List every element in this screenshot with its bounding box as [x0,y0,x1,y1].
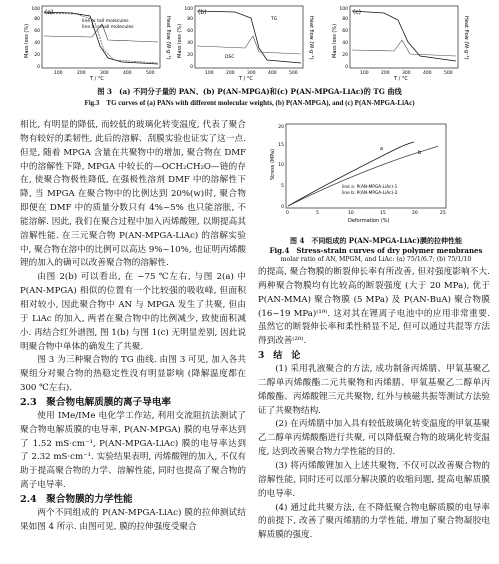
svg-text:200: 200 [226,71,235,76]
fig3-panel-a [24,6,171,82]
fig3a-ylabel: Mass loss (%) [24,23,30,58]
svg-text:500: 500 [444,71,453,76]
svg-text:10: 10 [348,211,354,216]
svg-text:0: 0 [37,65,40,70]
svg-text:20: 20 [187,53,193,58]
figure-3-panels [10,2,490,86]
left-paragraph-2: 由图 2(b) 可以看出, 在 −75 ℃左右, 与图 2(a) 中 P(AN-MPGA) 相似的位置有一个比较强的吸收峰, 但面积相对较小, 因此聚合物中 AN 与 MPGA 发生了共聚, 但由于 LiAc 的加入, 两者在聚合物中的比例减少, 致使面积减小. 再结合红外谱图, 图 1(b) 与图 1(c) 无明显差别, 因此说明聚合物中单体的确发生了共聚. [20,272,246,352]
svg-text:60: 60 [187,29,193,34]
left-paragraph-4: 使用 IMe/IMe 电化学工作站, 利用交流阻抗法测试了聚合物电解质膜的电导率, P(AN-MPGA) 膜的电导率达到了 1.52 mS·cm⁻¹, P(AN-MPGA-LiAc) 膜的电导率达到了 2.32 mS·cm⁻¹. 实验结果表明, 丙烯酸锂的加入, 不仅有助于提高聚合物的力学、溶解性能, 同时也提高了聚合物的离子电导率. [20,410,246,491]
fig3a-xticks [54,70,155,76]
fig4-xticks [286,210,446,216]
left-paragraph-1: 相比, 有明显的降低, 而较低的玻璃化转变温度, 代表了聚合物有较好的柔韧性, 此后的溶解、刮膜实验也证实了这一点. 但是, 随着 MPGA 含量在共聚物中的增加, 聚合物在 DMF 中的溶解性下降, MPGA 中较长的—OCH₂CH₂O—链的存在, 使聚合物极性降低, 在强极性溶剂 DMF 中的溶解性下降, 当 MPGA 在聚合物中的比例达到 20%(w)时, 聚合物即便在 DMF 中的质量分数只有 4%~5% 也只能溶胀, 不能溶解. 因此, 我们在聚合过程中加入丙烯酸锂, 以期提高其溶解性能. 在三元聚合物 P(AN-MPGA-LiAc) 的溶解实验中, 聚合物在溶中的比例可以高达 9%~10%, 也证明丙烯酸锂的加入的确可以改善聚合物的溶解性. [20,120,246,269]
fig3b-ylabel: Mass loss (%) [177,23,183,58]
svg-text:100: 100 [205,71,214,76]
svg-text:100: 100 [31,7,40,12]
svg-text:400: 400 [123,71,132,76]
right-column [258,266,490,543]
figure-3-caption-cn: 图 3 (a) 不同分子量的 PAN、(b) P(AN-MPGA)和(c) P(AN-MPGA-LiAc)的 TG 曲线 [97,87,402,96]
fig3b-legend-tg: TG [271,17,278,22]
conclusion-1: (1) 采用乳液聚合的方法, 成功制备丙烯腈、甲氧基聚乙二醇单丙烯酸酯二元共聚物和丙烯腈、甲氧基聚乙二醇单丙烯酸酯、丙烯酸锂三元共聚物, 红外与核磁共振等测试方法验证了共聚物结构. [258,364,490,416]
fig3b-tag: (b) [198,9,207,16]
section-heading-2-4: 2.4 聚合物膜的力学性能 [20,493,133,505]
figure-3-caption-en: Fig.3 TG curves of (a) PANs with different molecular weights, (b) P(AN-MPGA), and (c) P(AN-MPGA-LiAc) [84,99,415,107]
figure-4-plot [262,120,490,232]
fig3c-ylabel-right: Heat flow (W·g⁻¹) [463,16,469,60]
left-paragraph-3: 图 3 为三种聚合物的 TG 曲线. 由图 3 可见, 加入各共聚组分对聚合物的热稳定性没有明显影响 (降解温度都在 300 ℃左右). [20,355,246,394]
fig3a-xlabel: T / °C [90,76,104,82]
fig3c-ylabel: Mass loss (%) [332,23,338,58]
fig3b-yticks [184,6,193,70]
fig3c-tag: (c) [353,9,361,16]
figure-4-caption-sub: molar ratio of AN, MPGM, and LiAc: (a) 75/1/6.7; (b) 75/1/10 [280,256,472,263]
fig4-yticks [278,124,284,210]
figure-4-caption-en: Fig.4 Stress-strain curves of dry polymer membranes [269,246,483,255]
svg-text:100: 100 [54,71,63,76]
fig4-legend-a: line a: P(AN-MPGA-LiAc)-1 [342,185,398,190]
svg-text:500: 500 [146,71,155,76]
conclusion-4: (4) 通过此共聚方法, 在不降低聚合物电解质膜的电导率的前提下, 改善了聚丙烯腈的力学性能, 增加了聚合物凝胶电解质膜的强度. [258,502,490,541]
conclusion-2: (2) 在丙烯腈中加入具有较低玻璃化转变温度的甲氧基聚乙二醇单丙烯酸酯进行共聚, 可以降低聚合物的玻璃化转变温度, 达到改善聚合物力学性能的目的. [258,419,490,458]
svg-text:40: 40 [34,41,40,46]
svg-text:25: 25 [440,211,446,216]
svg-text:500: 500 [289,71,298,76]
fig3b-legend-dsc: DSC [225,55,235,60]
fig3c-xticks [360,70,453,76]
figure-4 [262,120,490,232]
fig4-ylabel: Stress (MPa) [270,148,276,180]
fig4-curve-b-label: b [418,150,422,156]
left-column [20,119,246,535]
svg-text:0: 0 [286,211,289,216]
svg-text:20: 20 [412,211,418,216]
fig3-panel-b [177,6,314,82]
fig3a-ylabel-right: Heat flow (W·g⁻¹) [165,16,171,60]
left-paragraph-5: 两个不同组成的 P(AN-MPGA-LiAc) 膜的拉伸测试结果如图 4 所示. 由图可见, 膜的拉伸强度受聚合 [20,507,246,532]
fig3b-ylabel-right: Heat flow (W·g⁻¹) [308,16,314,60]
svg-text:400: 400 [423,71,432,76]
svg-text:80: 80 [342,17,348,22]
fig3b-xlabel: T / °C [239,76,253,82]
fig4-curve-a-label: a [380,146,384,152]
fig3a-yticks [31,6,40,70]
fig3a-legend-2: line b: small molecules [82,25,134,30]
right-paragraph-1: 的提高, 聚合物膜的断裂伸长率有所改善, 但对强度影响不大. 两种聚合物膜均有比较高的断裂强度 (大于 20 MPa), 优于 P(AN-MMA) 聚合物膜 (5 MPa) 及 P(AN-BuA) 聚合物膜 (16~19 MPa)⁽¹⁹⁾. 这对其在锂离子电池中的应用非常重要. 虽然它的断裂伸长率和柔性稍显不足, 但可以通过共混等方法得到改善⁽²⁰⁾. [258,267,490,347]
fig4-legend-b: line b: P(AN-MPGA-LiAc)-2 [342,191,398,196]
fig4-xlabel: Deformation (%) [348,218,390,224]
svg-text:300: 300 [402,71,411,76]
fig3a-legend-1: line a: tall molecules [82,19,129,24]
svg-text:5: 5 [316,211,319,216]
svg-text:100: 100 [339,7,348,12]
svg-text:300: 300 [247,71,256,76]
svg-text:60: 60 [34,29,40,34]
svg-text:20: 20 [278,125,284,130]
svg-text:40: 40 [342,41,348,46]
svg-text:80: 80 [187,17,193,22]
svg-text:400: 400 [268,71,277,76]
svg-text:20: 20 [34,53,40,58]
section-heading-3: 3 结 论 [258,351,301,362]
figure-3 [10,2,490,86]
svg-text:60: 60 [342,29,348,34]
svg-text:20: 20 [342,53,348,58]
fig3b-xticks [205,70,298,76]
fig3a-tag: (a) [45,9,54,16]
svg-text:80: 80 [34,17,40,22]
conclusion-3: (3) 将丙烯酸锂加入上述共聚物, 不仅可以改善聚合物的溶解性能, 同时还可以部分解决膜的收缩问题, 提高电解质膜的电导率. [258,460,490,499]
svg-text:15: 15 [380,211,386,216]
svg-text:0: 0 [345,65,348,70]
section-heading-2-3: 2.3 聚合物电解质膜的离子导电率 [20,396,172,408]
svg-text:5: 5 [281,184,284,189]
svg-text:15: 15 [278,143,284,148]
svg-text:40: 40 [187,41,193,46]
svg-text:100: 100 [184,7,193,12]
svg-text:10: 10 [278,163,284,168]
svg-text:200: 200 [381,71,390,76]
fig3-panel-c [332,6,469,82]
fig3c-xlabel: T / °C [394,76,408,82]
svg-text:0: 0 [190,65,193,70]
svg-text:100: 100 [360,71,369,76]
svg-text:0: 0 [281,205,284,210]
fig3c-yticks [339,6,348,70]
svg-text:200: 200 [77,71,86,76]
figure-4-caption-cn: 图 4 不同组成的 P(AN-MPGA-LiAc)膜的拉伸性能 [290,236,462,245]
svg-text:300: 300 [100,71,109,76]
